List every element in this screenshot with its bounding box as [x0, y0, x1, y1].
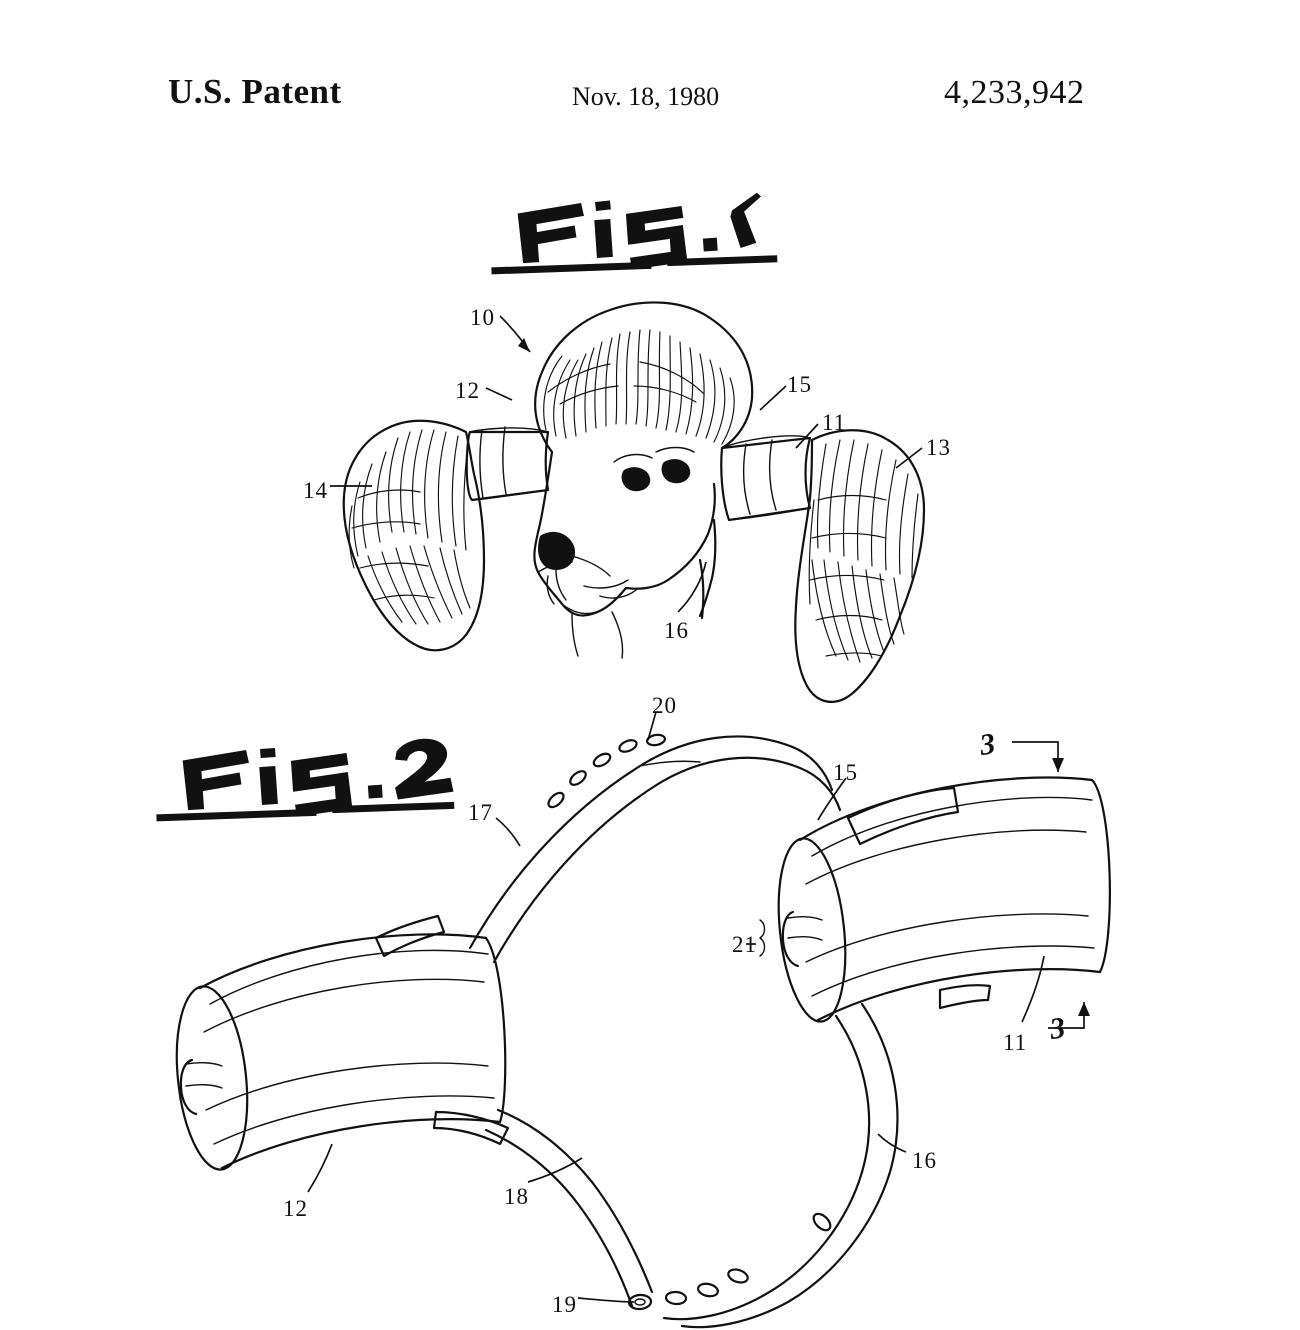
patent-date: Nov. 18, 1980 [572, 82, 720, 111]
ref-numeral-16: 16 [664, 618, 689, 643]
ref-numeral-11: 11 [822, 410, 847, 435]
ref-numeral-16: 16 [912, 1148, 937, 1173]
ref-numeral-19: 19 [552, 1292, 577, 1317]
ref-numeral-12: 12 [283, 1196, 308, 1221]
ref-numeral-15: 15 [787, 372, 812, 397]
ref-numeral-18: 18 [504, 1184, 529, 1209]
ref-numeral-10: 10 [470, 305, 495, 330]
ref-numeral-15: 15 [833, 760, 858, 785]
fig-1-illustration [330, 302, 924, 701]
ref-numeral-14: 14 [303, 478, 328, 503]
ref-numeral-20: 20 [652, 693, 677, 718]
patent-office-label: U.S. Patent [168, 72, 342, 111]
ref-numeral-17: 17 [468, 800, 493, 825]
section-marker-3-top: 3 [977, 727, 998, 762]
fig-1-title-art [487, 189, 778, 282]
patent-number: 4,233,942 [944, 74, 1085, 111]
section-marker-3-bottom: 3 [1047, 1011, 1068, 1046]
fig-2-title-art [152, 736, 455, 830]
ref-numeral-21: 21 [732, 932, 757, 957]
ref-numeral-13: 13 [926, 435, 951, 460]
ref-numeral-12: 12 [455, 378, 480, 403]
ref-numeral-11: 11 [1003, 1030, 1028, 1055]
